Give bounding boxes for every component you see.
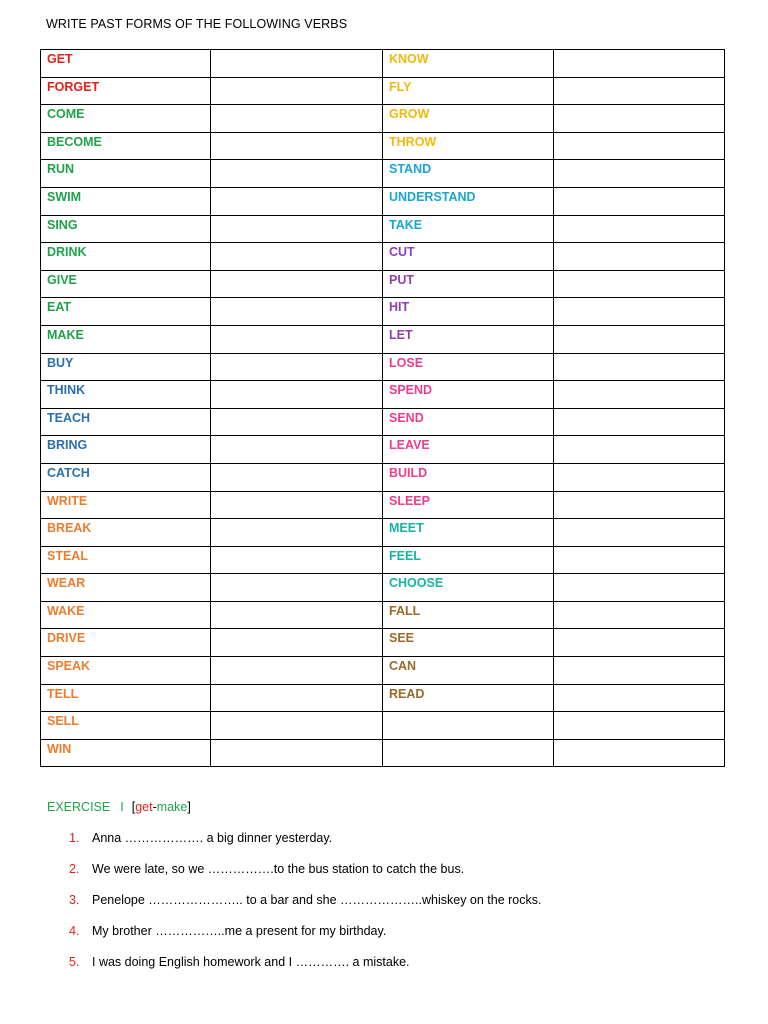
verb-cell-left: EAT xyxy=(41,298,211,326)
verb-row xyxy=(41,50,725,78)
exercise-item xyxy=(69,924,386,938)
verb-row xyxy=(41,739,725,767)
verb-cell-right: BUILD xyxy=(383,463,554,491)
verb-cell-right: SPEND xyxy=(383,381,554,409)
answer-cell-left[interactable] xyxy=(211,657,383,685)
verb-row xyxy=(41,463,725,491)
verb-cell-right: SEE xyxy=(383,629,554,657)
answer-cell-left[interactable] xyxy=(211,519,383,547)
verb-row xyxy=(41,243,725,271)
verb-cell-left: RUN xyxy=(41,160,211,188)
exercise-item-number: 5. xyxy=(69,955,80,969)
verb-cell-right: FALL xyxy=(383,601,554,629)
verb-cell-right: LET xyxy=(383,325,554,353)
exercise-item-text: I was doing English homework and I …………. a mistake. xyxy=(92,955,410,969)
open-bracket: [ xyxy=(131,800,136,814)
verb-row xyxy=(41,325,725,353)
answer-cell-left[interactable] xyxy=(211,574,383,602)
verb-row xyxy=(41,215,725,243)
answer-cell-left[interactable] xyxy=(211,105,383,133)
verb-cell-right: CAN xyxy=(383,657,554,685)
exercise-item-text: Anna ………………. a big dinner yesterday. xyxy=(92,831,333,845)
answer-cell-right[interactable] xyxy=(554,712,725,740)
verb-row xyxy=(41,657,725,685)
verb-row xyxy=(41,408,725,436)
answer-cell-left[interactable] xyxy=(211,243,383,271)
verb-cell-left: SELL xyxy=(41,712,211,740)
exercise-dash: - xyxy=(152,800,157,814)
answer-cell-left[interactable] xyxy=(211,601,383,629)
answer-cell-left[interactable] xyxy=(211,270,383,298)
verb-cell-left: WEAR xyxy=(41,574,211,602)
exercise-item-number: 3. xyxy=(69,893,80,907)
answer-cell-right[interactable] xyxy=(554,739,725,767)
verb-row xyxy=(41,574,725,602)
verb-row xyxy=(41,546,725,574)
answer-cell-left[interactable] xyxy=(211,712,383,740)
verb-cell-right: GROW xyxy=(383,105,554,133)
verb-row xyxy=(41,436,725,464)
answer-cell-right[interactable] xyxy=(554,77,725,105)
verb-cell-left: COME xyxy=(41,105,211,133)
answer-cell-right[interactable] xyxy=(554,325,725,353)
verb-cell-right: THROW xyxy=(383,132,554,160)
verb-row xyxy=(41,160,725,188)
verb-row xyxy=(41,270,725,298)
verb-table xyxy=(40,49,725,767)
exercise-item-number: 1. xyxy=(69,831,80,845)
verb-cell-right: SLEEP xyxy=(383,491,554,519)
verb-cell-right: KNOW xyxy=(383,50,554,78)
verb-cell-left: BRING xyxy=(41,436,211,464)
verb-cell-left: WRITE xyxy=(41,491,211,519)
answer-cell-left[interactable] xyxy=(211,50,383,78)
verb-cell-right xyxy=(383,739,554,767)
answer-cell-right[interactable] xyxy=(554,187,725,215)
exercise-item-text: Penelope ………………….. to a bar and she ………………..whiskey on the rocks. xyxy=(92,893,542,907)
answer-cell-right[interactable] xyxy=(554,546,725,574)
answer-cell-right[interactable] xyxy=(554,684,725,712)
close-bracket: ] xyxy=(187,800,191,814)
exercise-verb-get: get xyxy=(135,800,153,814)
exercise-item xyxy=(69,893,541,907)
answer-cell-right[interactable] xyxy=(554,519,725,547)
verb-cell-left: MAKE xyxy=(41,325,211,353)
answer-cell-left[interactable] xyxy=(211,132,383,160)
verb-cell-left: TELL xyxy=(41,684,211,712)
verb-cell-right: STAND xyxy=(383,160,554,188)
answer-cell-right[interactable] xyxy=(554,353,725,381)
answer-cell-right[interactable] xyxy=(554,298,725,326)
verb-row xyxy=(41,684,725,712)
answer-cell-right[interactable] xyxy=(554,436,725,464)
verb-cell-left: DRIVE xyxy=(41,629,211,657)
answer-cell-right[interactable] xyxy=(554,463,725,491)
exercise-item xyxy=(69,831,332,845)
exercise-item-text: My brother ……………..me a present for my birthday. xyxy=(92,924,387,938)
verb-cell-left: STEAL xyxy=(41,546,211,574)
answer-cell-right[interactable] xyxy=(554,408,725,436)
answer-cell-left[interactable] xyxy=(211,491,383,519)
answer-cell-right[interactable] xyxy=(554,105,725,133)
verb-row xyxy=(41,519,725,547)
verb-cell-right: PUT xyxy=(383,270,554,298)
verb-cell-right: TAKE xyxy=(383,215,554,243)
exercise-heading xyxy=(47,800,191,814)
verb-cell-right: READ xyxy=(383,684,554,712)
verb-cell-left: WIN xyxy=(41,739,211,767)
answer-cell-right[interactable] xyxy=(554,215,725,243)
verb-cell-left: GET xyxy=(41,50,211,78)
verb-cell-right xyxy=(383,712,554,740)
exercise-item-number: 2. xyxy=(69,862,80,876)
answer-cell-left[interactable] xyxy=(211,436,383,464)
answer-cell-left[interactable] xyxy=(211,325,383,353)
verb-cell-right: UNDERSTAND xyxy=(383,187,554,215)
exercise-item-text: We were late, so we …………….to the bus station to catch the bus. xyxy=(92,862,465,876)
answer-cell-right[interactable] xyxy=(554,491,725,519)
answer-cell-left[interactable] xyxy=(211,215,383,243)
verb-row xyxy=(41,105,725,133)
exercise-label: EXERCISE xyxy=(47,800,111,814)
answer-cell-right[interactable] xyxy=(554,601,725,629)
answer-cell-left[interactable] xyxy=(211,739,383,767)
verb-row xyxy=(41,187,725,215)
answer-cell-right[interactable] xyxy=(554,243,725,271)
verb-cell-left: CATCH xyxy=(41,463,211,491)
exercise-item-number: 4. xyxy=(69,924,80,938)
answer-cell-right[interactable] xyxy=(554,657,725,685)
verb-cell-left: BUY xyxy=(41,353,211,381)
answer-cell-left[interactable] xyxy=(211,381,383,409)
verb-cell-right: LEAVE xyxy=(383,436,554,464)
verb-cell-right: CHOOSE xyxy=(383,574,554,602)
verb-cell-left: SWIM xyxy=(41,187,211,215)
verb-cell-left: SPEAK xyxy=(41,657,211,685)
exercise-item xyxy=(69,955,410,969)
verb-cell-left: FORGET xyxy=(41,77,211,105)
verb-cell-right: FLY xyxy=(383,77,554,105)
answer-cell-right[interactable] xyxy=(554,629,725,657)
verb-cell-left: DRINK xyxy=(41,243,211,271)
verb-cell-right: MEET xyxy=(383,519,554,547)
answer-cell-left[interactable] xyxy=(211,684,383,712)
answer-cell-left[interactable] xyxy=(211,187,383,215)
verb-cell-left: TEACH xyxy=(41,408,211,436)
answer-cell-right[interactable] xyxy=(554,574,725,602)
verb-row xyxy=(41,629,725,657)
worksheet-title: WRITE PAST FORMS OF THE FOLLOWING VERBS xyxy=(46,17,348,31)
verb-row xyxy=(41,298,725,326)
answer-cell-left[interactable] xyxy=(211,298,383,326)
verb-row xyxy=(41,491,725,519)
verb-row xyxy=(41,381,725,409)
exercise-number: I xyxy=(120,800,124,814)
answer-cell-left[interactable] xyxy=(211,408,383,436)
verb-cell-right: FEEL xyxy=(383,546,554,574)
verb-row xyxy=(41,132,725,160)
verb-row xyxy=(41,712,725,740)
exercise-item xyxy=(69,862,464,876)
answer-cell-left[interactable] xyxy=(211,160,383,188)
answer-cell-left[interactable] xyxy=(211,353,383,381)
answer-cell-right[interactable] xyxy=(554,381,725,409)
verb-cell-right: SEND xyxy=(383,408,554,436)
verb-cell-left: BECOME xyxy=(41,132,211,160)
verb-cell-left: SING xyxy=(41,215,211,243)
answer-cell-right[interactable] xyxy=(554,50,725,78)
verb-cell-right: HIT xyxy=(383,298,554,326)
answer-cell-left[interactable] xyxy=(211,546,383,574)
verb-cell-right: LOSE xyxy=(383,353,554,381)
verb-cell-left: WAKE xyxy=(41,601,211,629)
answer-cell-right[interactable] xyxy=(554,160,725,188)
answer-cell-right[interactable] xyxy=(554,132,725,160)
verb-cell-right: CUT xyxy=(383,243,554,271)
verb-row xyxy=(41,601,725,629)
exercise-verb-make: make xyxy=(156,800,188,814)
verb-row xyxy=(41,77,725,105)
verb-row xyxy=(41,353,725,381)
verb-cell-left: BREAK xyxy=(41,519,211,547)
answer-cell-right[interactable] xyxy=(554,270,725,298)
verb-cell-left: THINK xyxy=(41,381,211,409)
answer-cell-left[interactable] xyxy=(211,629,383,657)
answer-cell-left[interactable] xyxy=(211,77,383,105)
answer-cell-left[interactable] xyxy=(211,463,383,491)
verb-cell-left: GIVE xyxy=(41,270,211,298)
